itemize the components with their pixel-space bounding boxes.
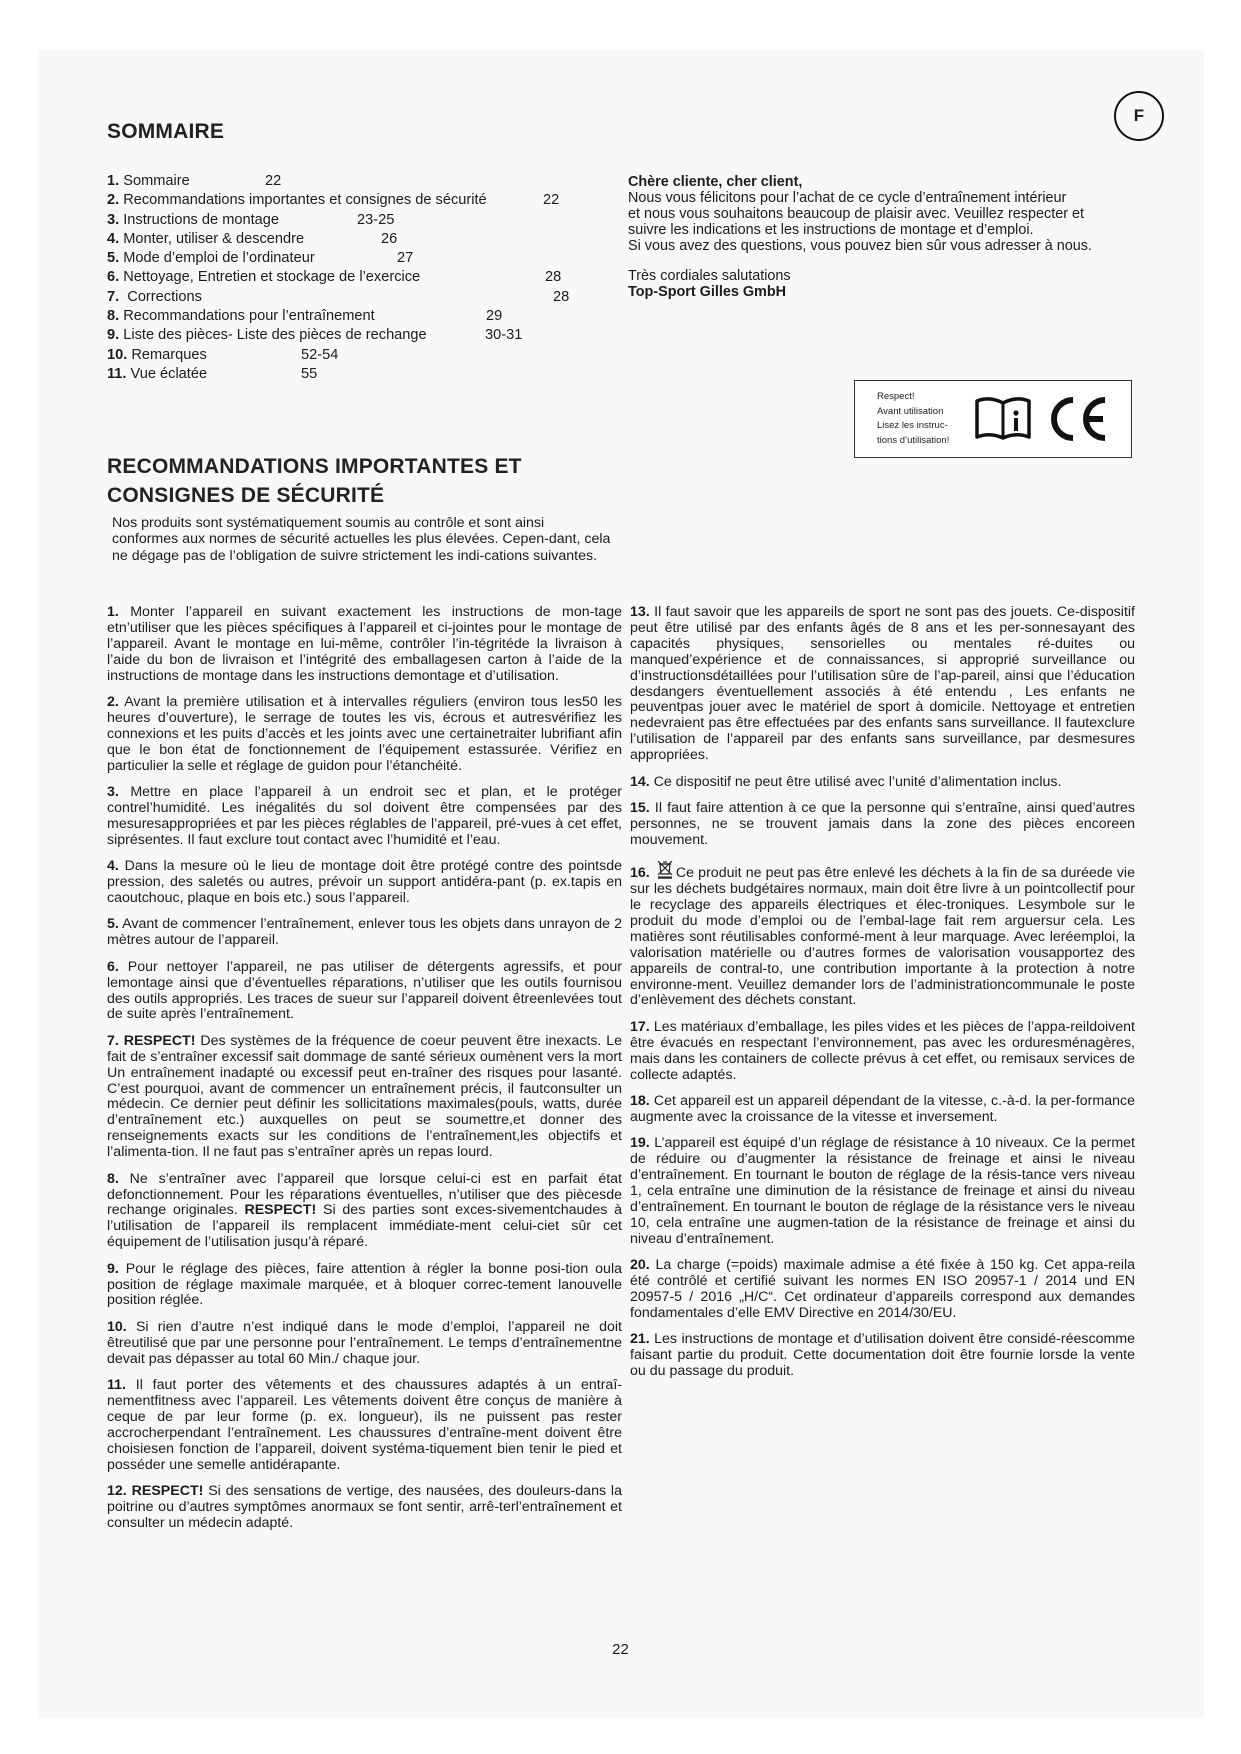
- page-number: 22: [612, 1641, 629, 1658]
- safety-item: 9. Pour le réglage des pièces, faire attention à régler la bonne posi-tion oula position de réglage maximale marquée, et à bloquer correc-tement lanouvelle position réglée.: [107, 1260, 622, 1309]
- toc-item[interactable]: 10. Remarques 52-54: [107, 346, 339, 363]
- read-instructions-notice: [854, 380, 1132, 458]
- safety-column-left: [107, 605, 622, 1542]
- company-name: Top-Sport Gilles GmbH: [628, 284, 787, 300]
- safety-column-right: [630, 605, 1135, 1390]
- toc-item[interactable]: 5. Mode d’emploi de l’ordinateur 27: [107, 250, 414, 267]
- safety-item: 7. RESPECT! Des systèmes de la fréquence de coeur peuvent être inexacts. Le fait de s’entraîner excessif sait dommage de santé sérieux oumènent vers la mort Un entraînement inadapté ou excessif peut en-traîner des risques pour lasanté. C’est pourquoi, avant de commencer un entraînement précis, il fautconsulter un médecin. Ce dernier peut définir les sollicitations maximales(pouls, watts, durée d’entraînement etc.) auxquelles on peut se soumettre,et donner des renseignements exacts sur les conditions de l’entraînement,les objectifs et l’alimenta-tion. Il ne faut pas s’entraîner après un repas lourd.: [107, 1032, 622, 1161]
- greeting-line: et nous vous souhaitons beaucoup de plaisir avec. Veuillez respecter et: [628, 206, 1084, 222]
- safety-item: 1. Monter l’appareil en suivant exactement les instructions de mon-tage etn’utiliser que les pièces spécifiques à l’appareil et ci-jointes pour le montage de l’appareil. Avant le montage en lui-même, contrôler l’in-tégritéde la livraison à l’aide du bon de livraison et l’intégrité des emballagesen carton à l’aide de la instructions de montage dans les instructions demontage et d’utilisation.: [107, 604, 622, 684]
- safety-item: 3. Mettre en place l’appareil à un endroit sec et plan, et le protéger contrel’humidité. Les inégalités du sol doivent être compensées par des mesuresappropriées et par les pièces réglables de l’appareil, pré-vues à cet effet, siprésentes. Il faut exclure tout contact avec l’humidité et l’eau.: [107, 784, 622, 848]
- safety-item: 18. Cet appareil est un appareil dépendant de la vitesse, c.-à-d. la per-formance augmente avec la croissance de la vitesse et inversement.: [630, 1092, 1135, 1125]
- safety-item: 19. L’appareil est équipé d’un réglage de résistance à 10 niveaux. Ce la permet de réduire ou d’augmenter la résistance de freinage et ainsi le niveau d’entraînement. En tournant le bouton de réglage de la résis-tance vers niveau 1, cela entraîne une diminution de la résistance de freinage et ainsi du niveau d’entraînement. En tournant le bouton de réglage de la résistance vers le niveau 10, cela entraîne une augmen-tation de la résistance de freinage et ainsi du niveau d’entraînement.: [630, 1135, 1135, 1247]
- safety-item: 14. Ce dispositif ne peut être utilisé avec l’unité d’alimentation inclus.: [630, 773, 1062, 790]
- safety-item: 21. Les instructions de montage et d’utilisation doivent être considé-réescomme faisant partie du produit. Cette documentation doit être fournie lorsde la vente ou du passage du produit.: [630, 1331, 1135, 1380]
- safety-item: 16. Ce produit ne peut pas être enlevé les déchets à la fin de sa duréede vie sur les déchets budgétaires normaux, main doit être livre à un pointcollectif pour le recyclage des appareils électriques et élec-troniques. Lesymbole sur le produit du mode d’emploi ou de l’embal-lage fait rem arguersur cela. Les matières sont réutilisables conformé-ment à leur marquage. Avec leréemploi, la valorisation matérielle ou d’autres formes de valorisation vousapportez des appareils de contral-to, une contribution importante à la protection à notre environne-ment. Veuillez demander lors de l’administrationcommunale le poste d’enlèvement des déchets constant.: [630, 859, 1135, 1009]
- ce-mark-icon: [1045, 391, 1111, 447]
- toc-item[interactable]: 3. Instructions de montage 23-25: [107, 211, 395, 228]
- greeting-line: suivre les indications et les instructions de montage et d’emploi.: [628, 222, 1034, 238]
- safety-item: 6. Pour nettoyer l’appareil, ne pas utiliser de détergents agressifs, et pour lemontage ainsi que d’éventuelles réparations, n’utiliser que les outils fournisou des outils appropriés. Les traces de sueur sur l’appareil doivent êtreenlevées tout de suite après l’entraînement.: [107, 958, 622, 1023]
- greeting-line: Nous vous félicitons pour l’achat de ce cycle d’entraînement intérieur: [628, 190, 1067, 206]
- toc-item[interactable]: 2. Recommandations importantes et consignes de sécurité 22: [107, 192, 560, 209]
- safety-item: 15. Il faut faire attention à ce que la personne qui s’entraîne, ainsi qued’autres personnes, ne se trouvent jamais dans la zone des pièces encoreen mouvement.: [630, 799, 1135, 848]
- safety-item: 8. Ne s’entraîner avec l’appareil que lorsque celui-ci est en parfait état defonctionnement. Pour les réparations éventuelles, n’utiliser que des piècesde rechange originales. RESPECT! Si des parties sont exces-sivementchaudes à l’utilisation de l’appareil ils remplacent immédiate-ment celui-ciet sûr cet équipement de l’utilisation jusqu’à réparé.: [107, 1170, 622, 1251]
- table-of-contents: [107, 172, 627, 384]
- safety-item: 11. Il faut porter des vêtements et des chaussures adaptés à un entraî-nementfitness avec l’appareil. Les vêtements doivent être conçus de manière à ceque de par leur forme (p. ex. longueur), ils ne puissent pas rester accrocherpendant l’entraînement. Les chaussures d’entraîne-ment doivent être choisiesen fonction de l’appareil, doivent systéma-tiquement bien tenir le pied et posséder une semelle antidérapante.: [107, 1377, 622, 1473]
- safety-item: 13. Il faut savoir que les appareils de sport ne sont pas des jouets. Ce-dispositif peut être utilisé par des enfants âgés de 8 ans et les per-sonnesayant des capacités physiques, sensorielles ou mentales ré-duites ou manqued’expérience et de connaissances, si approprié surveillance ou d’instructionsdétaillées pour l’utilisation sûre de l’ap-pareil, ainsi que l’éducation desdangers éventuellement associés à été entendu , Les enfants ne peuventpas jouer avec le matériel de sport à domicile. Nettoyage et entretien nedevraient pas être effectuées par des enfants sans surveillance. Il fautexclure l’utilisation de l’appareil par des enfants sans surveillance, par desmesures appropriées.: [630, 604, 1135, 764]
- safety-intro: Nos produits sont systématiquement soumis au contrôle et sont ainsi conformes aux normes de sécurité actuelles les plus élevées. Cepen-dant, cela ne dégage pas de l’obligation de suivre strictement les indi-cations suivantes.: [112, 515, 611, 564]
- toc-item[interactable]: 6. Nettoyage, Entretien et stockage de l’exercice 28: [107, 269, 562, 286]
- toc-item[interactable]: 8. Recommandations pour l’entraînement 29: [107, 308, 503, 325]
- safety-item: 2. Avant la première utilisation et à intervalles réguliers (environ tous les50 les heures d’ouverture), le serrage de toutes les vis, écrous et autresvérifiez les connexions et les puits d’accès et les joints avec une certainetraiter lubrifiant afin que le bon état de fonctionnement de l’équipement estassurée. Vérifiez en particulier la selle et réglage de guidon pour l’étanchéité.: [107, 694, 622, 774]
- toc-item[interactable]: 9. Liste des pièces- Liste des pièces de rechange 30-31: [107, 327, 523, 344]
- safety-item: 12. RESPECT! Si des sensations de vertige, des nausées, des douleurs-dans la poitrine ou d’autres symptômes anormaux se font sentir, arrê-terl’entraînement et consulter un médecin adapté.: [107, 1483, 622, 1531]
- customer-greeting: [628, 174, 1148, 300]
- safety-item: 17. Les matériaux d’emballage, les piles vides et les pièces de l’appa-reildoivent être évacués en respectant l’environnement, pas avec les orduresménagères, mais dans les containers de collecte prévus à cet effet, ou remisaux services de collecte adaptés.: [630, 1018, 1135, 1083]
- safety-item: 20. La charge (=poids) maximale admise a été fixée à 150 kg. Cet appa-reila été contrôlé et certifié suivant les normes EN ISO 20957-1 / 2014 und EN 20957-5 / 2016 „H/C“. Cet ordinateur d’appareils correspond aux demandes fondamentales d’elle EMV Directive en 2014/30/EU.: [630, 1257, 1136, 1321]
- notice-text: Respect! Avant utilisation Lisez les instruc- tions d’utilisation!: [877, 391, 950, 446]
- toc-item[interactable]: 4. Monter, utiliser & descendre 26: [107, 230, 398, 247]
- safety-heading-line2: CONSIGNES DE SÉCURITÉ: [107, 484, 385, 507]
- crossed-bin-icon: [656, 859, 674, 879]
- greeting-line: Si vous avez des questions, vous pouvez bien sûr vous adresser à nous.: [628, 238, 1092, 254]
- safety-item: 5. Avant de commencer l’entraînement, enlever tous les objets dans unrayon de 2 mètres autour de l’appareil.: [107, 916, 622, 949]
- sommaire-heading: SOMMAIRE: [107, 120, 225, 143]
- manual-book-icon: [973, 397, 1033, 441]
- toc-item[interactable]: 7. Corrections 28: [107, 288, 570, 305]
- toc-item[interactable]: 11. Vue éclatée 55: [107, 365, 318, 382]
- safety-item: 4. Dans la mesure où le lieu de montage doit être protégé contre des pointsde pression, des saletés ou autres, prévoir un support antidéra-pant (p. ex.tapis en caoutchouc, plaque en bois etc.) sous l’appareil.: [107, 858, 622, 906]
- greeting-title: Chère cliente, cher client,: [628, 174, 803, 190]
- safety-heading-line1: RECOMMANDATIONS IMPORTANTES ET: [107, 455, 522, 478]
- toc-item[interactable]: 1. Sommaire 22: [107, 173, 282, 189]
- safety-item: 10. Si rien d’autre n’est indiqué dans le mode d’emploi, l’appareil ne doit êtreutilisé que par une personne pour l’entraînement. Le temps d’entraînementne devait pas dépasser au total 60 Min./ chaque jour.: [107, 1318, 622, 1367]
- greeting-closing: Très cordiales salutations: [628, 268, 791, 284]
- language-badge: F: [1114, 91, 1164, 141]
